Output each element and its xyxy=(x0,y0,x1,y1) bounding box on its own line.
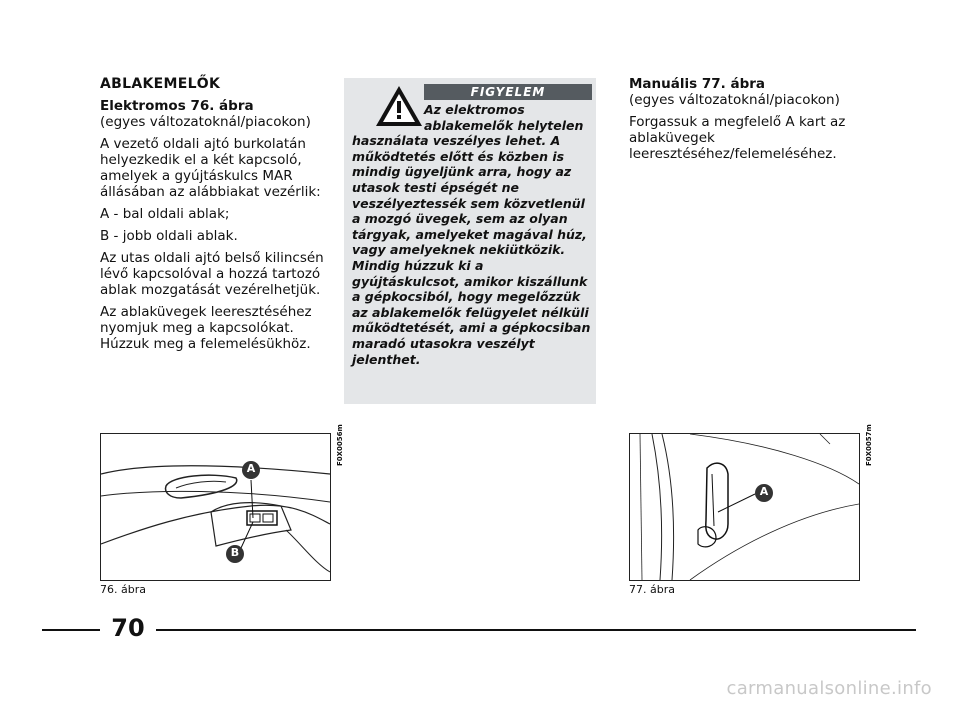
paragraph-passenger: Az utas oldali ajtó belső kilincsén lévő kapcsolóval a hozzá tartozó ablak mozgatását vezérelhetjük. xyxy=(100,250,324,298)
figure-77-caption: 77. ábra xyxy=(629,583,675,596)
electric-subtitle: Elektromos 76. ábra (egyes változatoknál/piacokon) xyxy=(100,98,311,130)
watermark: carmanualsonline.info xyxy=(726,678,932,699)
manual-subtitle: Manuális 77. ábra (egyes változatoknál/piacokon) xyxy=(629,76,840,108)
figure-76-code: F0X0056m xyxy=(336,424,344,466)
warning-box xyxy=(344,78,596,404)
warning-text: Az elektromos ablakemelők helytelen használata veszélyes lehet. A működtetés előtt és közben is mindig ügyeljünk arra, hogy az utasok testi épségét ne veszélyeztessék sem közvetlenül a mozgó üvegek, sem az olyan tárgyak, amelyeket magával húz, vagy amelyeknek nekiütközik. Mindig húzzuk ki a gyújtáskulcsot, amikor kiszállunk a gépkocsiból, hogy megelőzzük az ablakemelők felügyelet nélküli működtetését, ami a gépkocsiban maradó utasokra veszélyt jelenthet. xyxy=(352,102,591,367)
label-a-crank: A xyxy=(759,485,769,498)
manual-crank-illustration xyxy=(630,434,859,580)
figure-77-code: F0X0057m xyxy=(865,424,873,466)
figure-76-door-switches xyxy=(100,433,331,581)
door-switch-illustration xyxy=(101,434,330,580)
figure-76-caption: 76. ábra xyxy=(100,583,146,596)
warning-header: FIGYELEM xyxy=(424,84,592,100)
paragraph-a: A - bal oldali ablak; xyxy=(100,206,230,222)
page-number: 70 xyxy=(111,614,145,642)
label-a: A xyxy=(246,462,256,475)
paragraph-switches: A vezető oldali ajtó burkolatán helyezkedik el a két kapcsoló, amelyek a gyújtáskulcs MAR állásában az alábbiakat vezérlik: xyxy=(100,136,321,200)
paragraph-operation: Az ablaküvegek leeresztéséhez nyomjuk meg a kapcsolókat. Húzzuk meg a felemelésükhöz. xyxy=(100,304,312,352)
paragraph-manual: Forgassuk a megfelelő A kart az ablaküvegek leeresztéséhez/felemeléséhez. xyxy=(629,114,846,162)
left-column xyxy=(100,76,340,358)
paragraph-b: B - jobb oldali ablak. xyxy=(100,228,238,244)
footer-rule-right xyxy=(156,629,916,631)
right-column xyxy=(629,76,859,168)
footer-rule-left xyxy=(42,629,100,631)
label-b: B xyxy=(230,546,240,559)
figure-77-manual-crank xyxy=(629,433,860,581)
section-title: ABLAKEMELŐK xyxy=(100,76,221,92)
